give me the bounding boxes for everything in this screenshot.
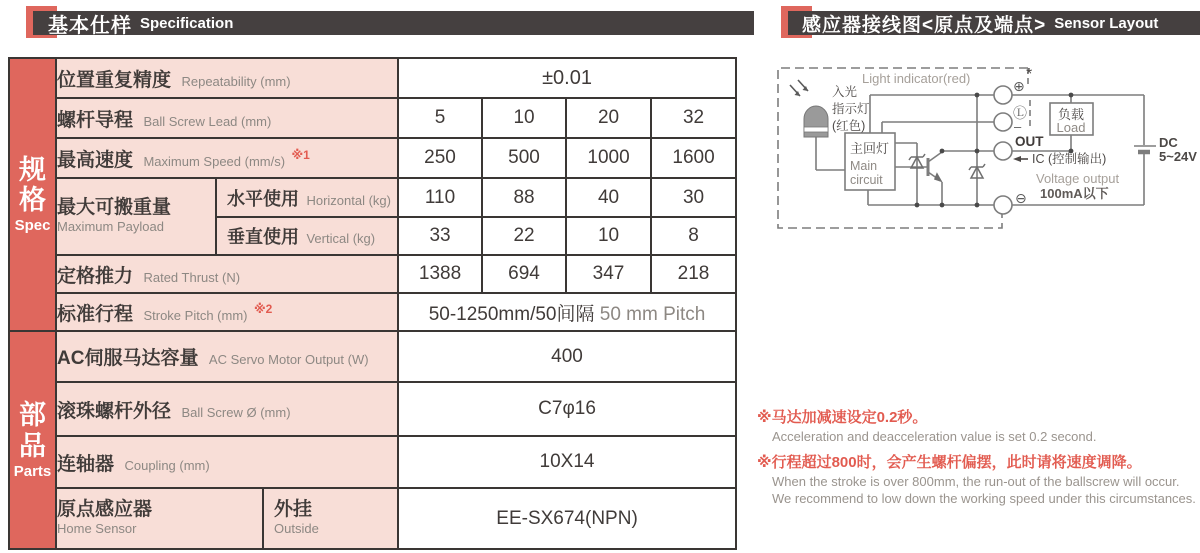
table-row bbox=[9, 98, 736, 138]
light-indicator-label: Light indicator(red) bbox=[862, 71, 971, 86]
label-coupling-zh: 连轴器 bbox=[57, 453, 115, 475]
label-vertical-en: Vertical (kg) bbox=[306, 231, 376, 246]
value-thrust-4: 218 bbox=[651, 255, 736, 293]
value-vertical-4: 8 bbox=[651, 217, 736, 255]
label-repeatability-en: Repeatability (mm) bbox=[181, 73, 291, 89]
value-speed-4: 1600 bbox=[651, 138, 736, 178]
terminal-plus-label: ⊕ bbox=[1013, 78, 1025, 94]
value-speed-3: 1000 bbox=[566, 138, 651, 178]
label-thrust-zh: 定格推力 bbox=[57, 265, 134, 287]
value-coupling: 10X14 bbox=[398, 436, 736, 488]
light-in-label: 入光 bbox=[832, 85, 858, 99]
label-payload-zh: 最大可搬重量 bbox=[57, 197, 172, 219]
label-vertical bbox=[216, 217, 398, 255]
section-spec-zh: 规格 bbox=[19, 154, 46, 215]
value-stroke-en: 50 mm Pitch bbox=[594, 303, 706, 325]
label-motor-zh: AC伺服马达容量 bbox=[57, 348, 199, 369]
value-vertical-3: 10 bbox=[566, 217, 651, 255]
led-indicator-icon bbox=[790, 80, 828, 137]
label-servo-output bbox=[56, 331, 398, 382]
label-motor-en: AC Servo Motor Output (W) bbox=[208, 352, 369, 367]
value-vertical-1: 33 bbox=[398, 217, 482, 255]
label-rated-thrust bbox=[56, 255, 398, 293]
value-lead-1: 5 bbox=[398, 98, 482, 138]
label-vertical-zh: 垂直使用 bbox=[227, 227, 299, 247]
sensor-wiring-diagram bbox=[770, 55, 1200, 240]
value-horizontal-3: 40 bbox=[566, 178, 651, 217]
value-thrust-1: 1388 bbox=[398, 255, 482, 293]
note-2-zh: ※行程超过800时，会产生螺杆偏摆，此时请将速度调降。 bbox=[757, 454, 1142, 471]
load-en: Load bbox=[1056, 120, 1086, 135]
label-horizontal-zh: 水平使用 bbox=[227, 188, 299, 209]
voltage-output-label: Voltage output bbox=[1036, 171, 1120, 186]
value-vertical-2: 22 bbox=[482, 217, 566, 255]
table-row bbox=[9, 488, 736, 549]
value-horizontal-4: 30 bbox=[651, 178, 736, 217]
terminal-star: * bbox=[1026, 66, 1033, 83]
section-spec-en: Spec bbox=[14, 217, 51, 235]
label-horizontal bbox=[216, 178, 398, 217]
terminal-l-minus: – bbox=[1014, 119, 1022, 134]
label-stroke-en: Stroke Pitch (mm) bbox=[143, 307, 248, 323]
spec-header-bar bbox=[33, 11, 754, 35]
terminal-out-label: OUT bbox=[1015, 134, 1044, 149]
table-row bbox=[9, 255, 736, 293]
value-lead-2: 10 bbox=[482, 98, 566, 138]
table-row bbox=[9, 331, 736, 382]
terminal-l-circle bbox=[994, 113, 1012, 131]
current-limit-label: 100mA以下 bbox=[1040, 186, 1109, 201]
value-stroke bbox=[398, 293, 736, 331]
note-1-en: Acceleration and deacceleration value is set 0.2 second. bbox=[772, 429, 1097, 444]
note-1-zh: ※马达加减速设定0.2秒。 bbox=[757, 409, 928, 426]
label-lead-en: Ball Screw Lead (mm) bbox=[143, 113, 272, 129]
label-coupling-en: Coupling (mm) bbox=[124, 457, 210, 473]
table-row bbox=[9, 58, 736, 98]
value-speed-1: 250 bbox=[398, 138, 482, 178]
label-mount-zh: 外挂 bbox=[274, 499, 313, 521]
stroke-note-ref: ※2 bbox=[253, 301, 273, 316]
value-horizontal-1: 110 bbox=[398, 178, 482, 217]
value-thrust-3: 347 bbox=[566, 255, 651, 293]
sensor-header-bar bbox=[788, 11, 1200, 35]
table-row bbox=[9, 382, 736, 436]
spec-header-title-zh: 基本仕样 bbox=[48, 14, 132, 37]
main-circuit-zh: 主回灯 bbox=[850, 141, 890, 156]
transistor-emitter-arrow bbox=[935, 174, 941, 181]
label-horizontal-en: Horizontal (kg) bbox=[306, 192, 391, 208]
terminal-out-circle bbox=[994, 142, 1012, 160]
value-repeatability: ±0.01 bbox=[398, 58, 736, 98]
note-2-en-1: When the stroke is over 800mm, the run-out of the ballscrew will occur. bbox=[772, 474, 1180, 489]
terminal-minus-label: ⊖ bbox=[1015, 190, 1027, 206]
label-thrust-en: Rated Thrust (N) bbox=[143, 269, 241, 285]
ic-label: IC (控制输出) bbox=[1032, 152, 1107, 166]
label-stroke-zh: 标准行程 bbox=[57, 303, 134, 325]
label-payload-en: Maximum Payload bbox=[57, 219, 164, 235]
table-row bbox=[9, 138, 736, 178]
label-home-sensor-zh: 原点感应器 bbox=[57, 499, 153, 521]
value-lead-3: 20 bbox=[566, 98, 651, 138]
spec-header-title-en: Specification bbox=[140, 14, 234, 32]
label-speed-zh: 最高速度 bbox=[57, 149, 134, 171]
label-maximum-payload bbox=[56, 178, 216, 255]
indicator-label: 指示灯 bbox=[832, 102, 870, 116]
table-row bbox=[9, 436, 736, 488]
value-horizontal-2: 88 bbox=[482, 178, 566, 217]
terminal-plus-circle bbox=[994, 86, 1012, 104]
label-repeatability-zh: 位置重复精度 bbox=[57, 69, 172, 91]
dc-voltage-label: 5~24V bbox=[1159, 149, 1197, 164]
label-screw-zh: 滚珠螺杆外径 bbox=[57, 400, 172, 422]
value-lead-4: 32 bbox=[651, 98, 736, 138]
ic-arrow-icon bbox=[1013, 156, 1021, 162]
main-circuit-en1: Main bbox=[850, 159, 878, 173]
value-stroke-zh: 50-1250mm/50间隔 bbox=[428, 303, 595, 325]
section-header-parts bbox=[9, 331, 56, 549]
value-ball-screw-diameter: C7φ16 bbox=[398, 382, 736, 436]
table-row bbox=[9, 178, 736, 217]
footnotes bbox=[757, 408, 1199, 507]
label-lead-zh: 螺杆导程 bbox=[57, 109, 134, 131]
label-maximum-speed bbox=[56, 138, 398, 178]
label-repeatability bbox=[56, 58, 398, 98]
label-mount-en: Outside bbox=[274, 521, 319, 537]
terminal-l-label: Ⓛ bbox=[1013, 105, 1027, 121]
dc-label: DC bbox=[1159, 135, 1178, 150]
load-zh: 负载 bbox=[1057, 107, 1085, 122]
section-parts-zh: 部品 bbox=[19, 400, 46, 461]
label-screw-en: Ball Screw Ø (mm) bbox=[181, 404, 291, 420]
red-color-label: (红色) bbox=[832, 119, 866, 133]
main-circuit-en2: circuit bbox=[850, 173, 883, 187]
label-ball-screw-diameter bbox=[56, 382, 398, 436]
section-parts-en: Parts bbox=[13, 462, 52, 480]
value-servo-output: 400 bbox=[398, 331, 736, 382]
note-2-en-2: We recommend to low down the working speed under this circumstances. bbox=[772, 491, 1196, 506]
label-stroke-pitch bbox=[56, 293, 398, 331]
label-speed-en: Maximum Speed (mm/s) bbox=[143, 153, 286, 169]
section-header-spec bbox=[9, 58, 56, 331]
label-ball-screw-lead bbox=[56, 98, 398, 138]
terminal-minus-circle bbox=[994, 196, 1012, 214]
label-home-sensor-mount bbox=[263, 488, 398, 549]
value-thrust-2: 694 bbox=[482, 255, 566, 293]
sensor-header-title-zh: 感应器接线图<原点及端点> bbox=[802, 14, 1047, 36]
specification-table bbox=[8, 57, 737, 550]
label-coupling bbox=[56, 436, 398, 488]
label-home-sensor-en: Home Sensor bbox=[57, 521, 137, 537]
sensor-header-title-en: Sensor Layout bbox=[1054, 14, 1159, 32]
value-speed-2: 500 bbox=[482, 138, 566, 178]
table-row bbox=[9, 293, 736, 331]
label-home-sensor bbox=[56, 488, 263, 549]
value-home-sensor: EE-SX674(NPN) bbox=[398, 488, 736, 549]
speed-note-ref: ※1 bbox=[291, 147, 310, 162]
